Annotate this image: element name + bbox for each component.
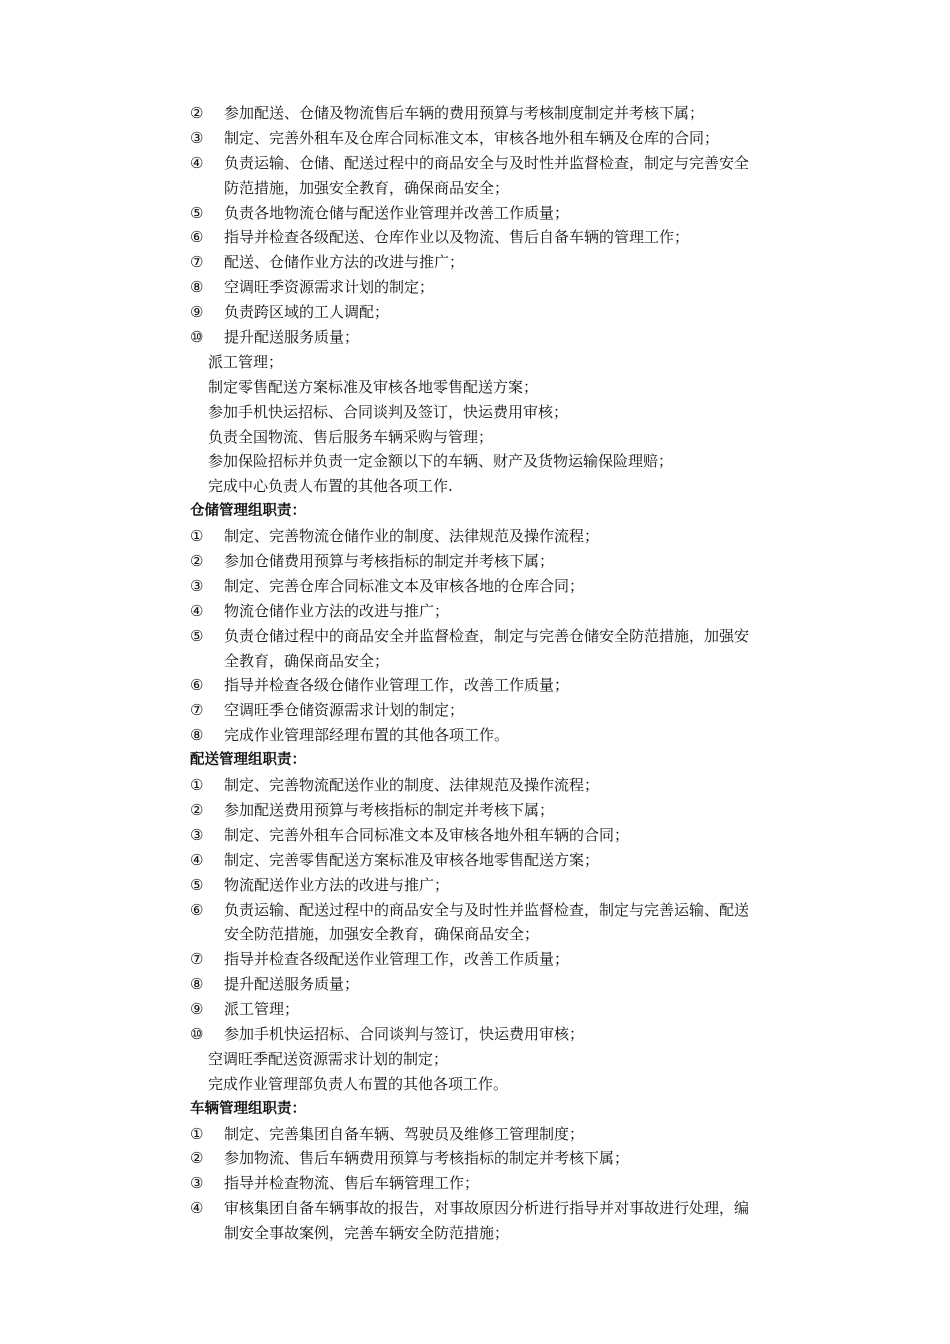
list-item	[190, 723, 815, 748]
item-text: 制定、完善集团自备车辆、驾驶员及维修工管理制度；	[224, 1124, 585, 1143]
item-number: ⑨	[190, 1000, 204, 1019]
item-text: 指导并检查各级仓储作业管理工作，改善工作质量；	[224, 676, 570, 695]
list-item	[190, 201, 815, 226]
item-number: ③	[190, 128, 204, 147]
list-item	[190, 1122, 815, 1147]
item-number: ⑧	[190, 975, 204, 994]
item-text: 提升配送服务质量；	[224, 975, 360, 994]
item-number: ⑨	[190, 303, 204, 322]
list-item	[190, 848, 815, 873]
item-number: ④	[190, 1199, 204, 1218]
item-number: ⑤	[190, 626, 204, 645]
item-text: 制定、完善外租车及仓库合同标准文本，审核各地外租车辆及仓库的合同；	[224, 128, 720, 147]
list-item	[190, 101, 815, 126]
item-text-continuation: 全教育，确保商品安全；	[224, 651, 390, 670]
item-number: ⑦	[190, 253, 204, 272]
item-number: ⑧	[190, 726, 204, 745]
item-number: ③	[190, 825, 204, 844]
section-s1	[190, 101, 815, 499]
item-text: 参加物流、售后车辆费用预算与考核指标的制定并考核下属；	[224, 1149, 630, 1168]
item-text: 派工管理；	[224, 1000, 300, 1019]
item-text: 空调旺季资源需求计划的制定；	[224, 278, 435, 297]
document-body	[190, 101, 815, 1246]
item-number: ①	[190, 776, 204, 795]
item-text: 物流仓储作业方法的改进与推广；	[224, 601, 450, 620]
item-text: 制定、完善外租车合同标准文本及审核各地外租车辆的合同；	[224, 825, 630, 844]
list-item	[190, 250, 815, 275]
list-item	[190, 1146, 815, 1171]
item-number: ⑤	[190, 203, 204, 222]
item-number: ②	[190, 104, 204, 122]
list-item	[190, 126, 815, 151]
paragraph-line: 派工管理；	[208, 352, 284, 371]
paragraph-line: 空调旺季配送资源需求计划的制定；	[208, 1049, 449, 1068]
list-item	[190, 798, 815, 823]
item-text: 参加配送费用预算与考核指标的制定并考核下属；	[224, 800, 555, 819]
paragraph-line: 参加手机快运招标、合同谈判及签订，快运费用审核；	[208, 402, 569, 421]
list-item	[190, 898, 815, 923]
section-heading: 车辆管理组职责：	[190, 1100, 306, 1117]
list-item	[190, 1171, 815, 1196]
item-text: 负责跨区域的工人调配；	[224, 303, 390, 322]
item-text-continuation: 安全防范措施，加强安全教育，确保商品安全；	[224, 925, 540, 944]
paragraph-line: 完成作业管理部负责人布置的其他各项工作。	[208, 1074, 509, 1093]
list-item	[190, 873, 815, 898]
item-text: 制定、完善物流仓储作业的制度、法律规范及操作流程；	[224, 527, 600, 546]
list-item	[190, 225, 815, 250]
item-text: 参加手机快运招标、合同谈判与签订，快运费用审核；	[224, 1024, 585, 1043]
item-number: ⑥	[190, 676, 204, 695]
list-item	[190, 972, 815, 997]
list-item	[190, 1022, 815, 1047]
item-number: ⑥	[190, 228, 204, 247]
item-number: ⑩	[190, 1024, 204, 1043]
list-item	[190, 549, 815, 574]
item-number: ③	[190, 576, 204, 595]
paragraph-line: 制定零售配送方案标准及审核各地零售配送方案；	[208, 377, 539, 396]
item-number: ⑦	[190, 950, 204, 969]
item-text: 制定、完善物流配送作业的制度、法律规范及操作流程；	[224, 776, 600, 795]
list-item	[190, 698, 815, 723]
item-number: ⑥	[190, 900, 204, 919]
item-number: ⑧	[190, 278, 204, 297]
list-item	[190, 947, 815, 972]
list-item	[190, 773, 815, 798]
item-number: ④	[190, 850, 204, 869]
item-number: ②	[190, 800, 204, 819]
item-text-continuation: 防范措施，加强安全教育，确保商品安全；	[224, 178, 510, 197]
section-s4	[190, 1097, 815, 1246]
list-item	[190, 574, 815, 599]
section-s2	[190, 499, 815, 748]
item-text: 负责运输、仓储、配送过程中的商品安全与及时性并监督检查，制定与完善安全	[224, 153, 750, 172]
item-number: ②	[190, 1149, 204, 1168]
item-text: 负责仓储过程中的商品安全并监督检查，制定与完善仓储安全防范措施，加强安	[224, 626, 750, 645]
list-item	[190, 599, 815, 624]
item-text: 提升配送服务质量；	[224, 328, 360, 347]
item-text: 指导并检查物流、售后车辆管理工作；	[224, 1174, 480, 1193]
section-heading: 仓储管理组职责：	[190, 503, 306, 520]
item-text: 制定、完善仓库合同标准文本及审核各地的仓库合同；	[224, 576, 585, 595]
item-text: 参加仓储费用预算与考核指标的制定并考核下属；	[224, 552, 555, 571]
section-s3	[190, 748, 815, 1096]
list-item	[190, 997, 815, 1022]
section-heading: 配送管理组职责：	[190, 752, 306, 769]
list-item	[190, 151, 815, 176]
item-number: ①	[190, 527, 204, 546]
paragraph-line: 完成中心负责人布置的其他各项工作.	[208, 477, 453, 496]
item-number: ①	[190, 1124, 204, 1143]
item-text: 物流配送作业方法的改进与推广；	[224, 875, 450, 894]
paragraph-line: 参加保险招标并负责一定金额以下的车辆、财产及货物运输保险理赔；	[208, 452, 674, 471]
item-text: 指导并检查各级配送作业管理工作，改善工作质量；	[224, 950, 570, 969]
item-text: 制定、完善零售配送方案标准及审核各地零售配送方案；	[224, 850, 600, 869]
item-text: 完成作业管理部经理布置的其他各项工作。	[224, 726, 510, 745]
list-item	[190, 325, 815, 350]
list-item	[190, 624, 815, 649]
item-number: ③	[190, 1174, 204, 1193]
paragraph-line: 负责全国物流、售后服务车辆采购与管理；	[208, 427, 494, 446]
item-text: 空调旺季仓储资源需求计划的制定；	[224, 701, 465, 720]
item-number: ⑦	[190, 701, 204, 720]
item-number: ②	[190, 552, 204, 571]
item-text: 参加配送、仓储及物流售后车辆的费用预算与考核制度制定并考核下属；	[224, 104, 705, 122]
item-text: 配送、仓储作业方法的改进与推广；	[224, 253, 465, 272]
item-text: 负责各地物流仓储与配送作业管理并改善工作质量；	[224, 203, 570, 222]
item-number: ⑩	[190, 328, 204, 347]
list-item	[190, 275, 815, 300]
item-text-continuation: 制安全事故案例，完善车辆安全防范措施；	[224, 1224, 510, 1243]
item-text: 审核集团自备车辆事故的报告，对事故原因分析进行指导并对事故进行处理，编	[224, 1199, 750, 1218]
list-item	[190, 673, 815, 698]
list-item	[190, 823, 815, 848]
item-number: ⑤	[190, 875, 204, 894]
item-text: 负责运输、配送过程中的商品安全与及时性并监督检查，制定与完善运输、配送	[224, 900, 750, 919]
list-item	[190, 300, 815, 325]
item-text: 指导并检查各级配送、仓库作业以及物流、售后自备车辆的管理工作；	[224, 228, 690, 247]
item-number: ④	[190, 601, 204, 620]
list-item	[190, 524, 815, 549]
list-item	[190, 1196, 815, 1221]
item-number: ④	[190, 153, 204, 172]
